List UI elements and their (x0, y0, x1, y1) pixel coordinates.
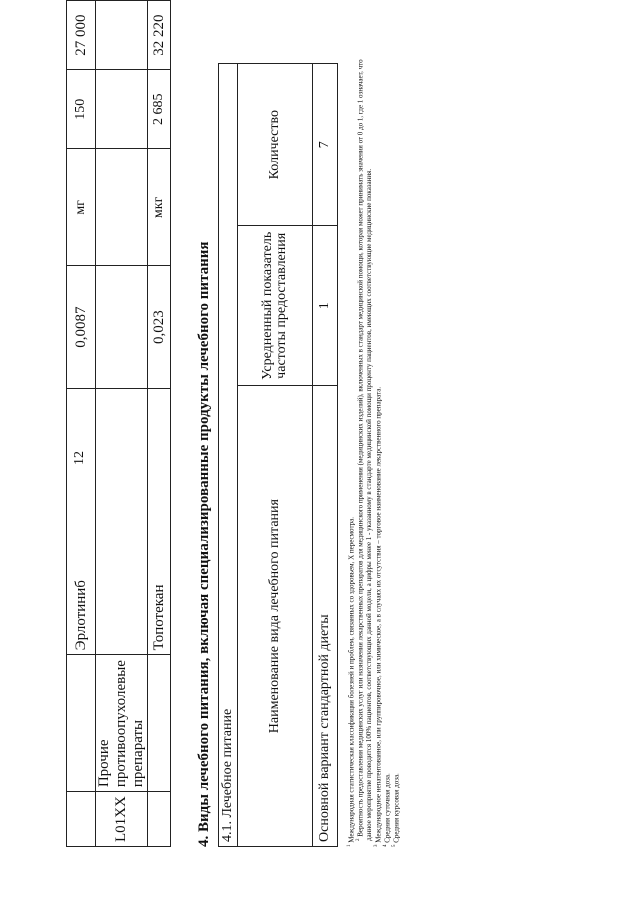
header-qty: Количество (238, 64, 313, 226)
diet-table (218, 63, 338, 847)
drug-name-cell: Эрлотиниб (67, 388, 96, 655)
table-row (219, 64, 238, 847)
atc-code-cell (67, 792, 96, 847)
footnotes (346, 57, 401, 847)
footnote: $^5$ Средняя курсовая доза. (392, 773, 401, 847)
footnote: $^3$ Международное непатентованное, или группировочное, или химическое, а в случаях их отсутствия – торговое наименование лекарственного препарата. (373, 386, 382, 847)
drug-table (66, 0, 171, 847)
footnote: $^4$ Средняя суточная доза. (382, 773, 392, 847)
atc-code-cell (148, 792, 171, 847)
diet-qty-cell: 7 (313, 64, 338, 226)
header-name: Наименование вида лечебного питания (238, 386, 313, 847)
daily-dose-cell: 150 (67, 70, 96, 149)
course-dose-cell: 27 000 (67, 1, 96, 70)
group-cell: Прочие противоопухолевые препараты (96, 655, 148, 792)
diet-name-cell: Основной вариант стандартной диеты (313, 386, 338, 847)
header-freq: Усредненный показатель частоты предоставления (238, 226, 313, 386)
group-cell (148, 655, 171, 792)
footnote: $^2$ Вероятность предоставления медицинских услуг или назначения лекарственных препаратов для медицинского применения (медицинских изделий), включенных в стандарт медицинской помощи, которая может принимать значения от 0 до 1, где 1 означает, что данное мероприятие проводится 100% пациентов, соответствующих данной модели, а цифры менее 1 - указанному в стандарте медицинской помощи проценту пациентов, имеющих соответствующие медицинские показания. (356, 59, 373, 841)
page-number: 12 (72, 451, 87, 465)
course-dose-cell (96, 1, 148, 70)
diet-freq-cell: 1 (313, 226, 338, 386)
daily-dose-cell: 2 685 (148, 70, 171, 149)
drug-name-cell: Топотекан (148, 388, 171, 655)
table-row (313, 64, 338, 847)
course-dose-cell: 32 220 (148, 1, 171, 70)
unit-cell (96, 149, 148, 266)
subsection-title: 4.1. Лечебное питание (219, 64, 238, 847)
freq-cell (96, 266, 148, 388)
table-row (148, 1, 171, 847)
footnote: $^1$ Международная статистическая классификация болезней и проблем, связанных со здоровьем, X пересмотра. (347, 517, 356, 847)
atc-code-cell: L01XX (96, 792, 148, 847)
daily-dose-cell (96, 70, 148, 149)
freq-cell: 0,0087 (67, 266, 96, 388)
unit-cell: мг (67, 149, 96, 266)
table-header-row (238, 64, 313, 847)
drug-name-cell (96, 388, 148, 655)
table-row (96, 1, 148, 847)
unit-cell: мкг (148, 149, 171, 266)
section-title: 4. Виды лечебного питания, включая специализированные продукты лечебного питания (196, 241, 212, 847)
group-cell (67, 655, 96, 792)
table-row (67, 1, 96, 847)
freq-cell: 0,023 (148, 266, 171, 388)
